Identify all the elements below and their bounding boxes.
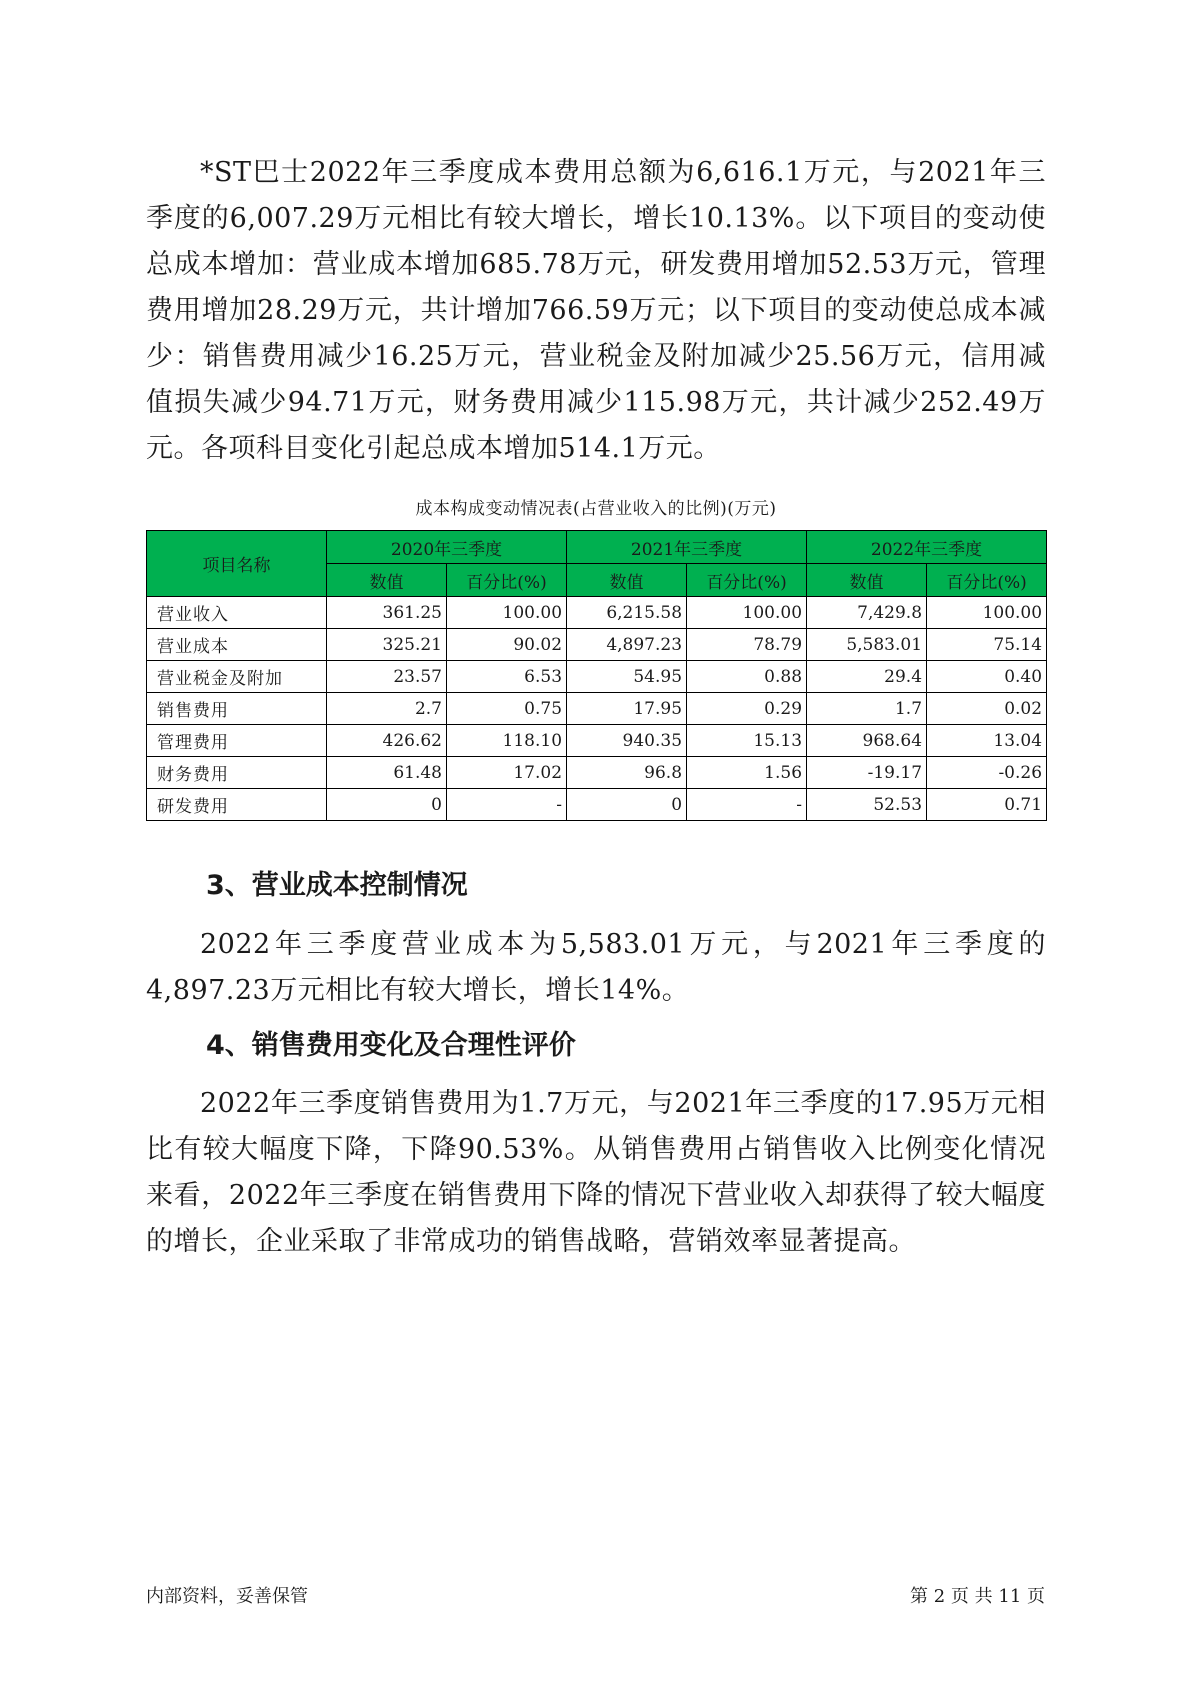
table-row: [147, 693, 1047, 725]
section-4-paragraph: 2022年三季度销售费用为1.7万元，与2021年三季度的17.95万元相比有较大幅度下降，下降90.53%。从销售费用占销售收入比例变化情况来看，2022年三季度在销售费用下降的情况下营业收入却获得了较大幅度的增长，企业采取了非常成功的销售战略，营销效率显著提高。: [146, 1088, 1046, 1257]
table-row: [147, 757, 1047, 789]
cell-percent: 118.10: [447, 725, 567, 757]
cell-percent: 0.40: [927, 661, 1047, 693]
cell-value: 17.95: [567, 693, 687, 725]
table-row: [147, 597, 1047, 629]
cell-percent: 100.00: [687, 597, 807, 629]
cell-percent: 1.56: [687, 757, 807, 789]
cell-percent: 0.71: [927, 789, 1047, 821]
cell-value: 52.53: [807, 789, 927, 821]
cell-value: 29.4: [807, 661, 927, 693]
header-value: 数值: [807, 564, 927, 597]
cell-value: 61.48: [327, 757, 447, 789]
row-item-name: 营业成本: [147, 629, 327, 661]
cell-percent: -: [687, 789, 807, 821]
cell-percent: -: [447, 789, 567, 821]
table-row: [147, 629, 1047, 661]
cell-percent: 0.88: [687, 661, 807, 693]
footer-page-number: 第 2 页 共 11 页: [910, 1586, 1045, 1607]
row-item-name: 研发费用: [147, 789, 327, 821]
table-row: [147, 661, 1047, 693]
cell-percent: 75.14: [927, 629, 1047, 661]
cell-value: 54.95: [567, 661, 687, 693]
table-caption: 成本构成变动情况表(占营业收入的比例)(万元): [415, 499, 777, 519]
row-item-name: 营业税金及附加: [147, 661, 327, 693]
cell-value: 1.7: [807, 693, 927, 725]
cell-percent: 0.29: [687, 693, 807, 725]
cell-percent: 15.13: [687, 725, 807, 757]
cell-value: 23.57: [327, 661, 447, 693]
row-item-name: 销售费用: [147, 693, 327, 725]
cell-value: 6,215.58: [567, 597, 687, 629]
row-item-name: 营业收入: [147, 597, 327, 629]
cell-value: 7,429.8: [807, 597, 927, 629]
cell-value: 426.62: [327, 725, 447, 757]
header-percent: 百分比(%): [927, 564, 1047, 597]
cell-percent: 13.04: [927, 725, 1047, 757]
header-value: 数值: [327, 564, 447, 597]
cell-value: 325.21: [327, 629, 447, 661]
section-4-heading: 4、销售费用变化及合理性评价: [206, 1030, 576, 1061]
cell-percent: 100.00: [927, 597, 1047, 629]
cell-value: -19.17: [807, 757, 927, 789]
table-header-row-1: [147, 531, 1047, 564]
cell-percent: -0.26: [927, 757, 1047, 789]
cell-value: 361.25: [327, 597, 447, 629]
header-period-2020: 2020年三季度: [327, 531, 567, 564]
table-row: [147, 789, 1047, 821]
section-3-heading: 3、营业成本控制情况: [206, 870, 468, 901]
section-3-paragraph: 2022年三季度营业成本为5,583.01万元，与2021年三季度的4,897.23万元相比有较大增长，增长14%。: [146, 929, 1046, 1006]
cell-percent: 90.02: [447, 629, 567, 661]
header-item-name: 项目名称: [147, 531, 327, 597]
table-row: [147, 725, 1047, 757]
cost-structure-table: [146, 530, 1047, 821]
header-percent: 百分比(%): [447, 564, 567, 597]
cell-percent: 17.02: [447, 757, 567, 789]
cell-percent: 6.53: [447, 661, 567, 693]
intro-paragraph: *ST巴士2022年三季度成本费用总额为6,616.1万元，与2021年三季度的6,007.29万元相比有较大增长，增长10.13%。以下项目的变动使总成本增加：营业成本增加685.78万元，研发费用增加52.53万元，管理费用增加28.29万元，共计增加766.59万元；以下项目的变动使总成本减少：销售费用减少16.25万元，营业税金及附加减少25.56万元，信用减值损失减少94.71万元，财务费用减少115.98万元，共计减少252.49万元。各项科目变化引起总成本增加514.1万元。: [146, 157, 1046, 464]
row-item-name: 财务费用: [147, 757, 327, 789]
row-item-name: 管理费用: [147, 725, 327, 757]
cell-value: 968.64: [807, 725, 927, 757]
cell-percent: 0.75: [447, 693, 567, 725]
header-period-2021: 2021年三季度: [567, 531, 807, 564]
cell-percent: 100.00: [447, 597, 567, 629]
cell-value: 5,583.01: [807, 629, 927, 661]
header-percent: 百分比(%): [687, 564, 807, 597]
header-period-2022: 2022年三季度: [807, 531, 1047, 564]
cell-value: 0: [327, 789, 447, 821]
cell-value: 940.35: [567, 725, 687, 757]
table-body: [147, 597, 1047, 821]
cell-value: 2.7: [327, 693, 447, 725]
footer-confidential-note: 内部资料，妥善保管: [146, 1586, 308, 1607]
cell-value: 96.8: [567, 757, 687, 789]
cell-percent: 78.79: [687, 629, 807, 661]
cell-percent: 0.02: [927, 693, 1047, 725]
header-value: 数值: [567, 564, 687, 597]
cell-value: 0: [567, 789, 687, 821]
cell-value: 4,897.23: [567, 629, 687, 661]
